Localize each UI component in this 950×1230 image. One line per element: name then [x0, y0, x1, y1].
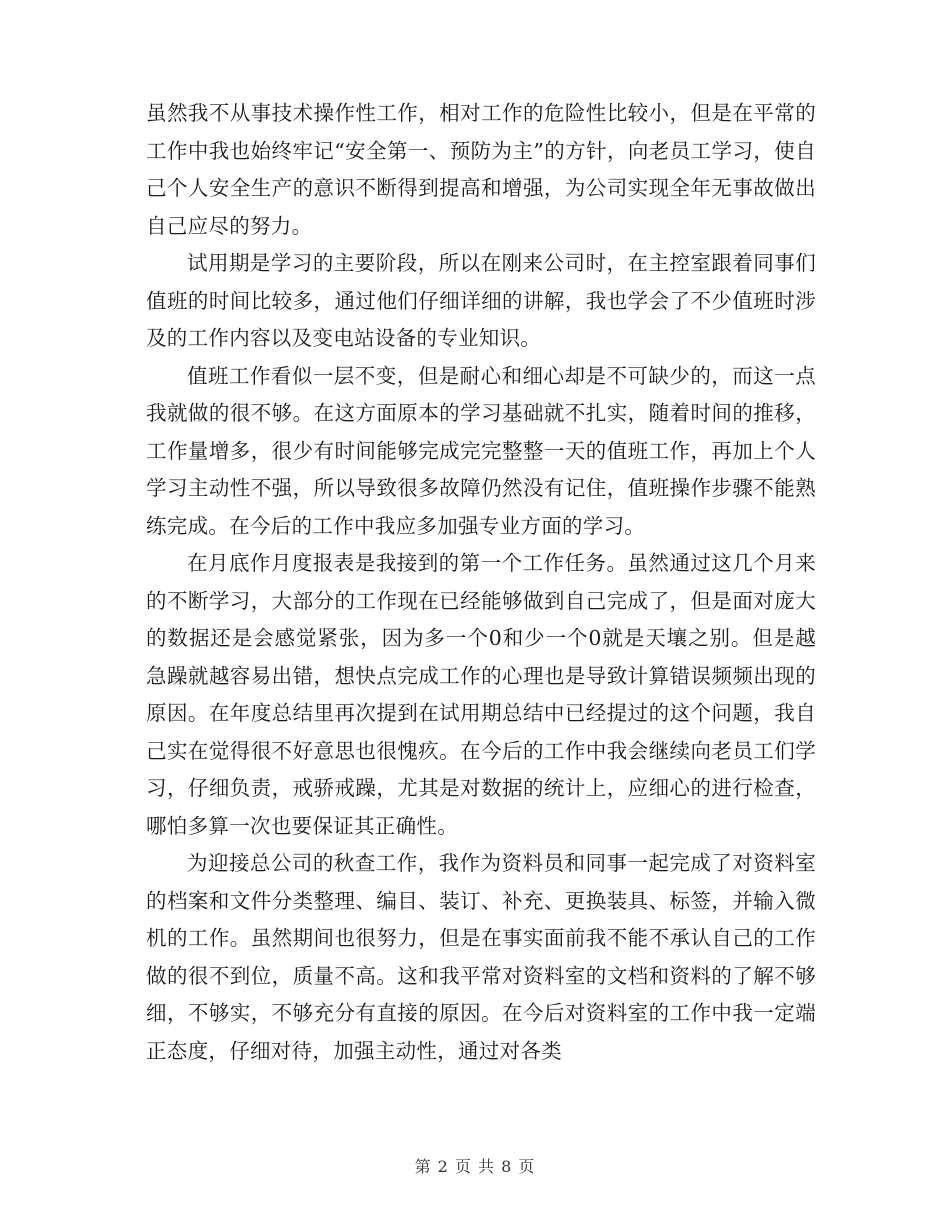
paragraph-1: 虽然我不从事技术操作性工作，相对工作的危险性比较小，但是在平常的工作中我也始终牢记“安全第一、预防为主”的方针，向老员工学习，使自己个人安全生产的意识不断得到提高和增强，为公司实现全年无事故做出自己应尽的努力。: [146, 101, 816, 238]
paragraph-4: 在月底作月度报表是我接到的第一个工作任务。虽然通过这几个月来的不断学习，大部分的工作现在已经能够做到自己完成了，但是面对庞大的数据还是会感觉紧张，因为多一个0和少一个0就是天壤之别。但是越急躁就越容易出错，想快点完成工作的心理也是导致计算错误频频出现的原因。在年度总结里再次提到在试用期总结中已经提过的这个问题，我自己实在觉得很不好意思也很愧疚。在今后的工作中我会继续向老员工们学习，仔细负责，戒骄戒躁，尤其是对数据的统计上，应细心的进行检查，哪怕多算一次也要保证其正确性。: [146, 551, 816, 838]
document-body: [146, 95, 816, 1070]
paragraph-2: 试用期是学习的主要阶段，所以在刚来公司时，在主控室跟着同事们值班的时间比较多，通过他们仔细详细的讲解，我也学会了不少值班时涉及的工作内容以及变电站设备的专业知识。: [146, 251, 816, 350]
paragraph-3: 值班工作看似一层不变，但是耐心和细心却是不可缺少的，而这一点我就做的很不够。在这方面原本的学习基础就不扎实，随着时间的推移，工作量增多，很少有时间能够完成完完整整一天的值班工作，再加上个人学习主动性不强，所以导致很多故障仍然没有记住，值班操作步骤不能熟练完成。在今后的工作中我应多加强专业方面的学习。: [146, 363, 816, 538]
page-number-footer: 第 2 页 共 8 页: [414, 1157, 536, 1176]
paragraph-5: 为迎接总公司的秋查工作，我作为资料员和同事一起完成了对资料室的档案和文件分类整理、编目、装订、补充、更换装具、标签，并输入微机的工作。虽然期间也很努力，但是在事实面前我不能不承认自己的工作做的很不到位，质量不高。这和我平常对资料室的文档和资料的了解不够细，不够实，不够充分有直接的原因。在今后对资料室的工作中我一定端正态度，仔细对待，加强主动性，通过对各类: [146, 851, 816, 1063]
